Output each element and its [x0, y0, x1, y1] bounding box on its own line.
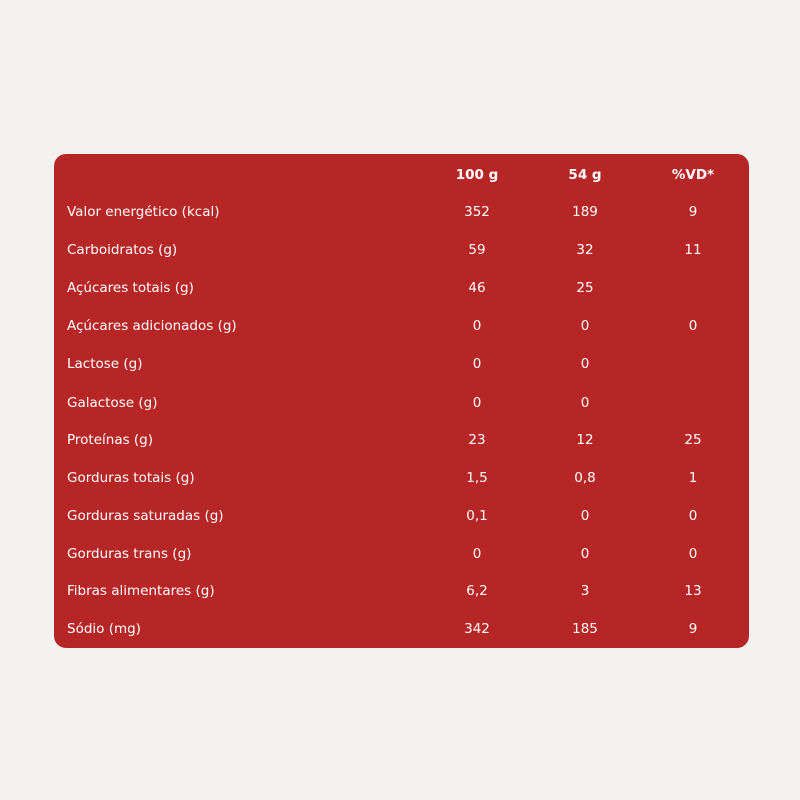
value-vd: 13: [684, 583, 702, 599]
value-vd: 9: [688, 621, 698, 637]
value-100g: 0: [472, 546, 482, 562]
value-54g: 0: [580, 508, 590, 524]
value-100g: 0,1: [466, 508, 488, 524]
value-54g: 0: [580, 546, 590, 562]
row-label: Sódio (mg): [67, 621, 141, 637]
row-label: Gorduras totais (g): [67, 470, 195, 486]
value-100g: 1,5: [466, 470, 488, 486]
row-label: Gorduras saturadas (g): [67, 508, 224, 524]
header-vd: %VD*: [671, 167, 715, 183]
value-54g: 3: [580, 583, 590, 599]
table-row: [54, 572, 749, 610]
row-label: Fibras alimentares (g): [67, 583, 215, 599]
table-row: [54, 497, 749, 535]
row-label: Gorduras trans (g): [67, 546, 192, 562]
value-100g: 0: [472, 395, 482, 411]
row-label: Carboidratos (g): [67, 242, 178, 258]
value-54g: 0: [580, 318, 590, 334]
table-row: [54, 384, 749, 422]
header-100g: 100 g: [455, 167, 499, 183]
value-54g: 185: [572, 621, 598, 637]
value-54g: 0: [580, 356, 590, 372]
table-row: [54, 231, 749, 269]
table-row: [54, 345, 749, 383]
table-row: [54, 269, 749, 307]
table-row: [54, 535, 749, 573]
value-vd: 0: [688, 546, 698, 562]
value-54g: 0,8: [574, 470, 596, 486]
value-54g: 12: [576, 432, 594, 448]
row-label: Valor energético (kcal): [67, 204, 220, 220]
table-header-row: [54, 156, 749, 194]
value-54g: 25: [576, 280, 594, 296]
value-54g: 0: [580, 395, 590, 411]
value-100g: 6,2: [466, 583, 488, 599]
value-54g: 189: [572, 204, 598, 220]
table-row: [54, 307, 749, 345]
value-100g: 0: [472, 356, 482, 372]
row-label: Açúcares totais (g): [67, 280, 194, 296]
table-row: [54, 610, 749, 648]
value-vd: 0: [688, 318, 698, 334]
table-row: [54, 421, 749, 459]
value-100g: 46: [468, 280, 486, 296]
nutrition-table: [54, 154, 749, 648]
value-54g: 32: [576, 242, 594, 258]
value-vd: 25: [684, 432, 702, 448]
value-100g: 23: [468, 432, 486, 448]
row-label: Proteínas (g): [67, 432, 154, 448]
row-label: Lactose (g): [67, 356, 143, 372]
value-100g: 342: [464, 621, 490, 637]
value-100g: 59: [468, 242, 486, 258]
table-row: [54, 193, 749, 231]
value-vd: 1: [688, 470, 698, 486]
value-vd: 0: [688, 508, 698, 524]
row-label: Açúcares adicionados (g): [67, 318, 237, 334]
value-100g: 0: [472, 318, 482, 334]
header-54g: 54 g: [568, 167, 602, 183]
table-row: [54, 459, 749, 497]
value-100g: 352: [464, 204, 490, 220]
value-vd: 11: [684, 242, 702, 258]
row-label: Galactose (g): [67, 395, 158, 411]
value-vd: 9: [688, 204, 698, 220]
